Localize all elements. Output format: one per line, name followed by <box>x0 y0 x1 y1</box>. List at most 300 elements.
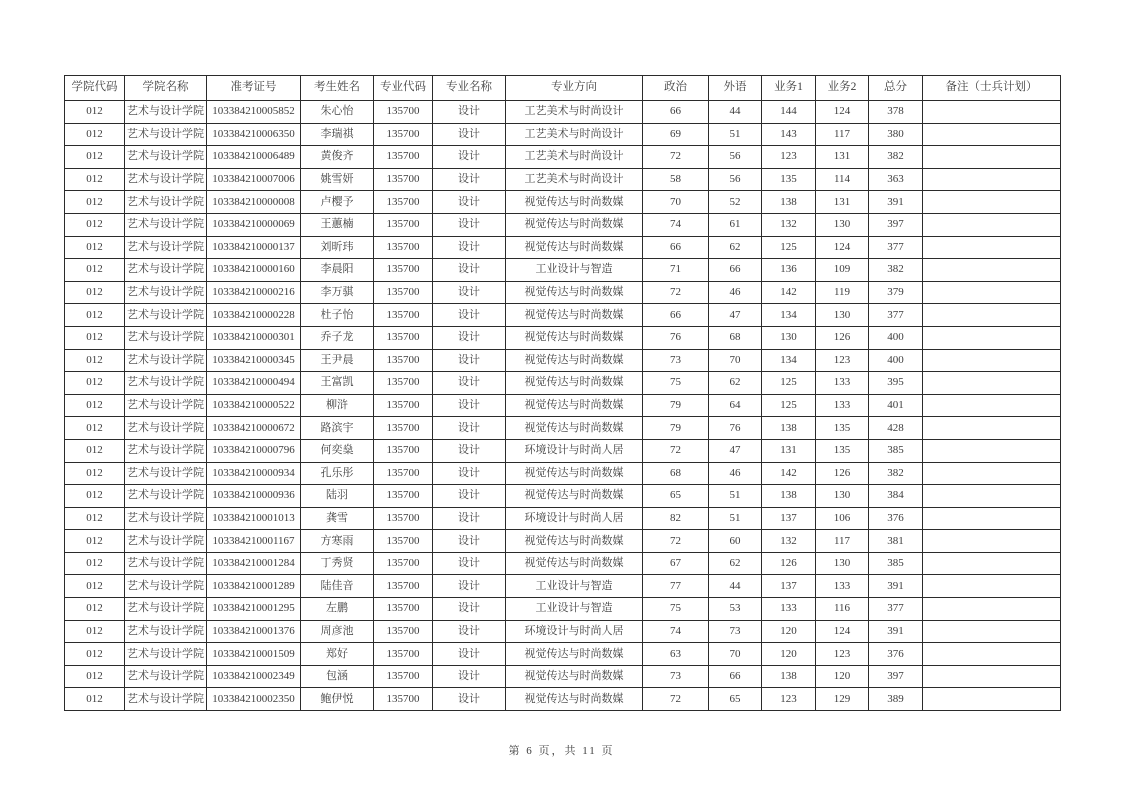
cell-college-name: 艺术与设计学院 <box>125 372 207 395</box>
cell-business1-score: 138 <box>762 485 816 508</box>
column-header-college-code: 学院代码 <box>65 76 125 101</box>
cell-business1-score: 131 <box>762 439 816 462</box>
cell-college-code: 012 <box>65 417 125 440</box>
cell-foreign-language-score: 51 <box>709 507 762 530</box>
cell-college-code: 012 <box>65 213 125 236</box>
cell-candidate-name: 周彦池 <box>301 620 374 643</box>
cell-politics-score: 63 <box>643 643 709 666</box>
cell-business2-score: 129 <box>816 688 869 711</box>
cell-business1-score: 137 <box>762 575 816 598</box>
cell-business2-score: 114 <box>816 168 869 191</box>
cell-business1-score: 126 <box>762 552 816 575</box>
cell-remark <box>923 372 1061 395</box>
cell-politics-score: 74 <box>643 213 709 236</box>
cell-business2-score: 130 <box>816 552 869 575</box>
column-header-admission-ticket-number: 准考证号 <box>207 76 301 101</box>
cell-foreign-language-score: 64 <box>709 394 762 417</box>
cell-major-name: 设计 <box>433 462 506 485</box>
cell-major-name: 设计 <box>433 281 506 304</box>
cell-remark <box>923 507 1061 530</box>
cell-business2-score: 131 <box>816 191 869 214</box>
page-number-footer: 第 6 页，共 11 页 <box>508 745 615 757</box>
table-row <box>65 349 1061 372</box>
cell-major-name: 设计 <box>433 349 506 372</box>
cell-business2-score: 135 <box>816 417 869 440</box>
cell-total-score: 377 <box>869 598 923 621</box>
cell-college-name: 艺术与设计学院 <box>125 281 207 304</box>
cell-remark <box>923 439 1061 462</box>
cell-politics-score: 72 <box>643 530 709 553</box>
cell-admission-ticket-number: 103384210000008 <box>207 191 301 214</box>
cell-politics-score: 79 <box>643 417 709 440</box>
cell-politics-score: 73 <box>643 665 709 688</box>
cell-major-code: 135700 <box>374 530 433 553</box>
cell-politics-score: 58 <box>643 168 709 191</box>
cell-total-score: 382 <box>869 259 923 282</box>
table-row <box>65 326 1061 349</box>
cell-major-code: 135700 <box>374 372 433 395</box>
cell-major-code: 135700 <box>374 620 433 643</box>
cell-college-name: 艺术与设计学院 <box>125 552 207 575</box>
cell-major-direction: 环境设计与时尚人居 <box>506 507 643 530</box>
cell-remark <box>923 394 1061 417</box>
cell-business2-score: 123 <box>816 643 869 666</box>
table-row <box>65 394 1061 417</box>
cell-business1-score: 144 <box>762 101 816 124</box>
cell-major-direction: 工业设计与智造 <box>506 598 643 621</box>
cell-major-code: 135700 <box>374 259 433 282</box>
cell-admission-ticket-number: 103384210001295 <box>207 598 301 621</box>
cell-politics-score: 66 <box>643 236 709 259</box>
cell-college-name: 艺术与设计学院 <box>125 123 207 146</box>
cell-total-score: 397 <box>869 213 923 236</box>
cell-business2-score: 130 <box>816 485 869 508</box>
cell-foreign-language-score: 62 <box>709 372 762 395</box>
cell-college-code: 012 <box>65 326 125 349</box>
cell-major-direction: 视觉传达与时尚数媒 <box>506 462 643 485</box>
cell-major-direction: 视觉传达与时尚数媒 <box>506 665 643 688</box>
cell-major-name: 设计 <box>433 236 506 259</box>
cell-major-direction: 视觉传达与时尚数媒 <box>506 394 643 417</box>
cell-foreign-language-score: 70 <box>709 349 762 372</box>
cell-business2-score: 124 <box>816 101 869 124</box>
cell-major-code: 135700 <box>374 349 433 372</box>
cell-college-name: 艺术与设计学院 <box>125 485 207 508</box>
cell-major-code: 135700 <box>374 575 433 598</box>
cell-college-code: 012 <box>65 259 125 282</box>
cell-candidate-name: 郑好 <box>301 643 374 666</box>
cell-major-code: 135700 <box>374 168 433 191</box>
cell-remark <box>923 688 1061 711</box>
cell-total-score: 380 <box>869 123 923 146</box>
cell-remark <box>923 575 1061 598</box>
cell-college-code: 012 <box>65 552 125 575</box>
cell-major-direction: 环境设计与时尚人居 <box>506 439 643 462</box>
cell-admission-ticket-number: 103384210000069 <box>207 213 301 236</box>
cell-major-name: 设计 <box>433 575 506 598</box>
cell-remark <box>923 620 1061 643</box>
cell-total-score: 391 <box>869 575 923 598</box>
cell-major-code: 135700 <box>374 123 433 146</box>
cell-college-code: 012 <box>65 394 125 417</box>
cell-college-name: 艺术与设计学院 <box>125 259 207 282</box>
cell-admission-ticket-number: 103384210000345 <box>207 349 301 372</box>
cell-major-name: 设计 <box>433 552 506 575</box>
cell-politics-score: 73 <box>643 349 709 372</box>
cell-major-name: 设计 <box>433 304 506 327</box>
cell-college-name: 艺术与设计学院 <box>125 643 207 666</box>
cell-college-name: 艺术与设计学院 <box>125 326 207 349</box>
cell-major-code: 135700 <box>374 236 433 259</box>
cell-politics-score: 65 <box>643 485 709 508</box>
cell-total-score: 379 <box>869 281 923 304</box>
cell-politics-score: 76 <box>643 326 709 349</box>
cell-major-direction: 视觉传达与时尚数媒 <box>506 643 643 666</box>
cell-college-name: 艺术与设计学院 <box>125 349 207 372</box>
cell-foreign-language-score: 53 <box>709 598 762 621</box>
cell-total-score: 428 <box>869 417 923 440</box>
cell-admission-ticket-number: 103384210000936 <box>207 485 301 508</box>
cell-foreign-language-score: 62 <box>709 236 762 259</box>
cell-business2-score: 120 <box>816 665 869 688</box>
cell-remark <box>923 326 1061 349</box>
cell-business2-score: 106 <box>816 507 869 530</box>
cell-college-name: 艺术与设计学院 <box>125 191 207 214</box>
cell-business1-score: 120 <box>762 643 816 666</box>
cell-major-code: 135700 <box>374 394 433 417</box>
cell-major-direction: 工艺美术与时尚设计 <box>506 168 643 191</box>
cell-major-direction: 视觉传达与时尚数媒 <box>506 213 643 236</box>
cell-major-direction: 工业设计与智造 <box>506 575 643 598</box>
cell-politics-score: 66 <box>643 304 709 327</box>
cell-foreign-language-score: 44 <box>709 101 762 124</box>
cell-business1-score: 134 <box>762 349 816 372</box>
cell-major-direction: 视觉传达与时尚数媒 <box>506 236 643 259</box>
cell-major-name: 设计 <box>433 191 506 214</box>
cell-major-direction: 视觉传达与时尚数媒 <box>506 372 643 395</box>
cell-major-code: 135700 <box>374 417 433 440</box>
cell-admission-ticket-number: 103384210005852 <box>207 101 301 124</box>
cell-business1-score: 120 <box>762 620 816 643</box>
cell-major-code: 135700 <box>374 462 433 485</box>
cell-total-score: 376 <box>869 643 923 666</box>
cell-candidate-name: 杜子怡 <box>301 304 374 327</box>
cell-major-name: 设计 <box>433 665 506 688</box>
cell-major-direction: 视觉传达与时尚数媒 <box>506 326 643 349</box>
cell-business1-score: 133 <box>762 598 816 621</box>
cell-remark <box>923 349 1061 372</box>
cell-major-code: 135700 <box>374 688 433 711</box>
cell-candidate-name: 王蕙楠 <box>301 213 374 236</box>
cell-total-score: 377 <box>869 304 923 327</box>
cell-major-direction: 视觉传达与时尚数媒 <box>506 552 643 575</box>
cell-college-code: 012 <box>65 168 125 191</box>
cell-total-score: 397 <box>869 665 923 688</box>
cell-college-name: 艺术与设计学院 <box>125 665 207 688</box>
cell-foreign-language-score: 47 <box>709 439 762 462</box>
cell-college-code: 012 <box>65 507 125 530</box>
cell-college-code: 012 <box>65 191 125 214</box>
cell-major-direction: 工艺美术与时尚设计 <box>506 123 643 146</box>
cell-college-code: 012 <box>65 372 125 395</box>
column-header-major-direction: 专业方向 <box>506 76 643 101</box>
table-row <box>65 101 1061 124</box>
cell-politics-score: 67 <box>643 552 709 575</box>
cell-total-score: 381 <box>869 530 923 553</box>
cell-politics-score: 75 <box>643 598 709 621</box>
cell-major-direction: 视觉传达与时尚数媒 <box>506 349 643 372</box>
cell-business2-score: 133 <box>816 394 869 417</box>
cell-candidate-name: 李瑞祺 <box>301 123 374 146</box>
cell-foreign-language-score: 46 <box>709 281 762 304</box>
cell-college-name: 艺术与设计学院 <box>125 688 207 711</box>
cell-business1-score: 142 <box>762 462 816 485</box>
cell-major-code: 135700 <box>374 598 433 621</box>
cell-candidate-name: 卢樱予 <box>301 191 374 214</box>
cell-remark <box>923 304 1061 327</box>
cell-admission-ticket-number: 103384210001013 <box>207 507 301 530</box>
cell-total-score: 400 <box>869 326 923 349</box>
table-row <box>65 620 1061 643</box>
table-row <box>65 598 1061 621</box>
cell-major-name: 设计 <box>433 101 506 124</box>
cell-remark <box>923 191 1061 214</box>
column-header-college-name: 学院名称 <box>125 76 207 101</box>
cell-politics-score: 72 <box>643 688 709 711</box>
table-row <box>65 372 1061 395</box>
cell-total-score: 385 <box>869 439 923 462</box>
cell-college-code: 012 <box>65 123 125 146</box>
cell-total-score: 382 <box>869 462 923 485</box>
cell-major-name: 设计 <box>433 372 506 395</box>
cell-college-name: 艺术与设计学院 <box>125 462 207 485</box>
cell-admission-ticket-number: 103384210000672 <box>207 417 301 440</box>
cell-major-name: 设计 <box>433 259 506 282</box>
cell-major-name: 设计 <box>433 213 506 236</box>
cell-admission-ticket-number: 103384210006350 <box>207 123 301 146</box>
column-header-major-name: 专业名称 <box>433 76 506 101</box>
cell-college-name: 艺术与设计学院 <box>125 620 207 643</box>
cell-total-score: 377 <box>869 236 923 259</box>
cell-major-name: 设计 <box>433 530 506 553</box>
cell-admission-ticket-number: 103384210002350 <box>207 688 301 711</box>
cell-foreign-language-score: 66 <box>709 259 762 282</box>
cell-major-direction: 环境设计与时尚人居 <box>506 620 643 643</box>
cell-admission-ticket-number: 103384210002349 <box>207 665 301 688</box>
cell-admission-ticket-number: 103384210007006 <box>207 168 301 191</box>
cell-foreign-language-score: 51 <box>709 485 762 508</box>
cell-major-name: 设计 <box>433 326 506 349</box>
cell-total-score: 378 <box>869 101 923 124</box>
cell-college-name: 艺术与设计学院 <box>125 530 207 553</box>
cell-total-score: 395 <box>869 372 923 395</box>
cell-business1-score: 130 <box>762 326 816 349</box>
cell-foreign-language-score: 73 <box>709 620 762 643</box>
exam-score-table <box>64 75 1061 711</box>
cell-college-name: 艺术与设计学院 <box>125 168 207 191</box>
cell-candidate-name: 李晨阳 <box>301 259 374 282</box>
cell-business2-score: 126 <box>816 462 869 485</box>
cell-college-code: 012 <box>65 101 125 124</box>
cell-remark <box>923 259 1061 282</box>
cell-candidate-name: 何奕燊 <box>301 439 374 462</box>
table-row <box>65 530 1061 553</box>
table-row <box>65 191 1061 214</box>
cell-business1-score: 132 <box>762 530 816 553</box>
cell-major-direction: 工艺美术与时尚设计 <box>506 146 643 169</box>
cell-major-name: 设计 <box>433 598 506 621</box>
cell-foreign-language-score: 68 <box>709 326 762 349</box>
cell-major-name: 设计 <box>433 485 506 508</box>
cell-college-code: 012 <box>65 575 125 598</box>
cell-candidate-name: 方寒雨 <box>301 530 374 553</box>
cell-politics-score: 66 <box>643 101 709 124</box>
cell-major-code: 135700 <box>374 507 433 530</box>
cell-admission-ticket-number: 103384210001289 <box>207 575 301 598</box>
cell-business2-score: 130 <box>816 213 869 236</box>
cell-total-score: 376 <box>869 507 923 530</box>
cell-college-name: 艺术与设计学院 <box>125 101 207 124</box>
column-header-total-score: 总分 <box>869 76 923 101</box>
cell-business2-score: 126 <box>816 326 869 349</box>
cell-admission-ticket-number: 103384210000934 <box>207 462 301 485</box>
table-row <box>65 123 1061 146</box>
cell-candidate-name: 陆羽 <box>301 485 374 508</box>
cell-total-score: 391 <box>869 191 923 214</box>
cell-major-direction: 工艺美术与时尚设计 <box>506 101 643 124</box>
cell-major-name: 设计 <box>433 620 506 643</box>
table-row <box>65 462 1061 485</box>
cell-remark <box>923 417 1061 440</box>
cell-politics-score: 75 <box>643 372 709 395</box>
table-row <box>65 146 1061 169</box>
cell-college-code: 012 <box>65 485 125 508</box>
cell-candidate-name: 龚雪 <box>301 507 374 530</box>
cell-college-name: 艺术与设计学院 <box>125 213 207 236</box>
cell-business1-score: 138 <box>762 191 816 214</box>
cell-remark <box>923 643 1061 666</box>
cell-business2-score: 124 <box>816 620 869 643</box>
table-row <box>65 213 1061 236</box>
cell-candidate-name: 乔子龙 <box>301 326 374 349</box>
cell-remark <box>923 123 1061 146</box>
table-row <box>65 665 1061 688</box>
cell-business2-score: 116 <box>816 598 869 621</box>
column-header-politics-score: 政治 <box>643 76 709 101</box>
cell-remark <box>923 281 1061 304</box>
cell-major-name: 设计 <box>433 439 506 462</box>
cell-candidate-name: 包涵 <box>301 665 374 688</box>
cell-remark <box>923 552 1061 575</box>
cell-admission-ticket-number: 103384210006489 <box>207 146 301 169</box>
cell-candidate-name: 李万骐 <box>301 281 374 304</box>
cell-admission-ticket-number: 103384210000228 <box>207 304 301 327</box>
cell-admission-ticket-number: 103384210001284 <box>207 552 301 575</box>
cell-major-name: 设计 <box>433 688 506 711</box>
cell-college-name: 艺术与设计学院 <box>125 439 207 462</box>
table-header-row <box>65 76 1061 101</box>
cell-major-direction: 视觉传达与时尚数媒 <box>506 530 643 553</box>
cell-major-name: 设计 <box>433 168 506 191</box>
cell-total-score: 363 <box>869 168 923 191</box>
cell-admission-ticket-number: 103384210000522 <box>207 394 301 417</box>
cell-business1-score: 142 <box>762 281 816 304</box>
cell-foreign-language-score: 56 <box>709 146 762 169</box>
cell-business1-score: 125 <box>762 236 816 259</box>
cell-college-code: 012 <box>65 598 125 621</box>
cell-college-code: 012 <box>65 236 125 259</box>
table-header <box>65 76 1061 101</box>
cell-business2-score: 117 <box>816 530 869 553</box>
cell-total-score: 382 <box>869 146 923 169</box>
cell-remark <box>923 665 1061 688</box>
cell-college-code: 012 <box>65 688 125 711</box>
cell-major-direction: 视觉传达与时尚数媒 <box>506 281 643 304</box>
column-header-foreign-language-score: 外语 <box>709 76 762 101</box>
cell-total-score: 401 <box>869 394 923 417</box>
cell-college-name: 艺术与设计学院 <box>125 236 207 259</box>
cell-college-code: 012 <box>65 665 125 688</box>
cell-business2-score: 117 <box>816 123 869 146</box>
cell-remark <box>923 236 1061 259</box>
cell-admission-ticket-number: 103384210001167 <box>207 530 301 553</box>
cell-remark <box>923 213 1061 236</box>
cell-business2-score: 123 <box>816 349 869 372</box>
cell-candidate-name: 王尹晨 <box>301 349 374 372</box>
cell-total-score: 385 <box>869 552 923 575</box>
cell-candidate-name: 黄俊齐 <box>301 146 374 169</box>
cell-total-score: 400 <box>869 349 923 372</box>
cell-major-code: 135700 <box>374 485 433 508</box>
cell-politics-score: 72 <box>643 281 709 304</box>
column-header-business1-score: 业务1 <box>762 76 816 101</box>
cell-business1-score: 138 <box>762 665 816 688</box>
cell-college-code: 012 <box>65 439 125 462</box>
cell-major-direction: 视觉传达与时尚数媒 <box>506 688 643 711</box>
cell-foreign-language-score: 60 <box>709 530 762 553</box>
table-row <box>65 575 1061 598</box>
cell-admission-ticket-number: 103384210000160 <box>207 259 301 282</box>
table-row <box>65 236 1061 259</box>
cell-total-score: 391 <box>869 620 923 643</box>
table-row <box>65 304 1061 327</box>
cell-candidate-name: 柳浒 <box>301 394 374 417</box>
cell-candidate-name: 左鹏 <box>301 598 374 621</box>
column-header-major-code: 专业代码 <box>374 76 433 101</box>
cell-foreign-language-score: 62 <box>709 552 762 575</box>
cell-major-code: 135700 <box>374 552 433 575</box>
cell-politics-score: 70 <box>643 191 709 214</box>
table-row <box>65 417 1061 440</box>
cell-major-direction: 视觉传达与时尚数媒 <box>506 485 643 508</box>
cell-major-name: 设计 <box>433 146 506 169</box>
cell-business1-score: 134 <box>762 304 816 327</box>
cell-business2-score: 109 <box>816 259 869 282</box>
cell-admission-ticket-number: 103384210000796 <box>207 439 301 462</box>
table-row <box>65 507 1061 530</box>
cell-college-name: 艺术与设计学院 <box>125 575 207 598</box>
cell-candidate-name: 姚雪妍 <box>301 168 374 191</box>
cell-major-name: 设计 <box>433 643 506 666</box>
cell-major-code: 135700 <box>374 665 433 688</box>
cell-business2-score: 133 <box>816 372 869 395</box>
cell-politics-score: 68 <box>643 462 709 485</box>
cell-major-name: 设计 <box>433 123 506 146</box>
cell-college-name: 艺术与设计学院 <box>125 304 207 327</box>
cell-politics-score: 79 <box>643 394 709 417</box>
cell-major-code: 135700 <box>374 304 433 327</box>
cell-college-name: 艺术与设计学院 <box>125 146 207 169</box>
